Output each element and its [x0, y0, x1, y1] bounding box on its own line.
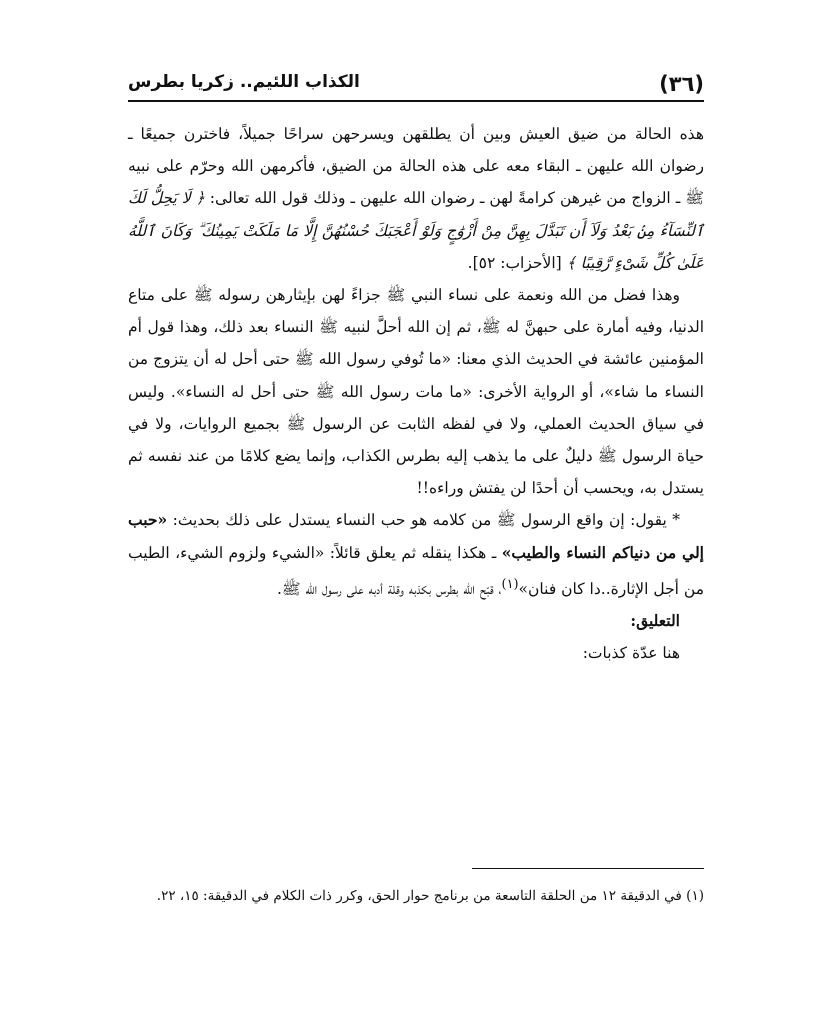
hadith-quote: «حبب إلي من دنياكم النساء والطيب»	[128, 510, 704, 562]
paragraph-4: هنا عدّة كذبات:	[582, 644, 680, 663]
paragraph-1	[128, 118, 704, 279]
page-number: (٣٦)	[659, 72, 704, 96]
footnote-text: في الدقيقة ١٢ من الحلقة التاسعة من برنامج حوار الحق، وكرر ذات الكلام في الدقيقة: ١٥، ٢٢.	[156, 888, 682, 904]
footnote-rule	[472, 868, 704, 869]
paragraph-1-text: هذه الحالة من ضيق العيش وبين أن يطلقهن ويسرحهن سراحًا جميلاً، فاخترن جميعًا ـ رضوان الله عليهن ـ البقاء معه على هذه الحالة من الضيق، فأكرمهن الله وحرّم على نبيه ﷺ ـ الزواج من غيرهن كرامةً لهن ـ رضوان الله عليهن ـ وذلك قول الله تعالى:	[128, 125, 705, 208]
section-heading: التعليق:	[630, 611, 680, 631]
paragraph-3	[128, 504, 704, 605]
running-title: الكذاب اللئيم.. زكريا بطرس	[128, 72, 360, 92]
paragraph-3-end: ـ هكذا ينقله ثم يعلق قائلاً: «الشيء ولزوم الشيء، الطيب من أجل الإثارة..دا كان فنان»	[128, 543, 704, 598]
footnote	[128, 880, 704, 912]
main-text	[128, 118, 704, 670]
paragraph-2: وهذا فضل من الله ونعمة على نساء النبي ﷺ جزاءً لهن بإيثارهن رسوله ﷺ على متاع الدنيا، وفيه أمارة على حبهنَّ له ﷺ، ثم إن الله أحلَّ لنبيه ﷺ النساء بعد ذلك، وهذا قول أم المؤمنين عائشة في الحديث الذي معنا: «ما تُوفي رسول الله ﷺ حتى أحل له أن يتزوج من النساء ما شاء»، أو الرواية الأخرى: «ما مات رسول الله ﷺ حتى أحل له النساء». وليس في سياق الحديث العملي، ولا في لفظه الثابت عن الرسول ﷺ بجميع الروايات، ولا في حياة الرسول ﷺ دليلٌ على ما يذهب إليه بطرس الكذاب، وإنما يضع كلامًا من عند نفسه ثم يستدل به، ويحسب أن أحدًا لن يفتش وراءه!!	[128, 286, 704, 498]
paragraph-3-start: * يقول: إن واقع الرسول ﷺ من كلامه هو حب النساء يستدل على ذلك بحديث:	[172, 511, 680, 530]
footnote-marker: (١)	[686, 888, 704, 904]
footnote-reference: (١)	[501, 576, 519, 592]
page-header	[128, 68, 704, 100]
header-rule	[128, 100, 704, 102]
quran-verse: ﴿ لَا يَحِلُّ لَكَ ٱلنِّسَآءُ مِنۢ بَعْدُ وَلَآ أَن تَبَدَّلَ بِهِنَّ مِنْ أَزْوَٰجٍ وَلَوْ أَعْجَبَكَ حُسْنُهُنَّ إِلَّا مَا مَلَكَتْ يَمِينُكَ ۗ وَكَانَ ٱللَّهُ عَلَىٰ كُلِّ شَىْءٍ رَّقِيبًا ﴾	[128, 189, 704, 272]
paragraph-3-tail: ، قبّح الله بطرس بكذبه وقلة أدبه على رسول الله ﷺ.	[276, 580, 502, 598]
quran-reference: [الأحزاب: ٥٢].	[467, 253, 562, 272]
